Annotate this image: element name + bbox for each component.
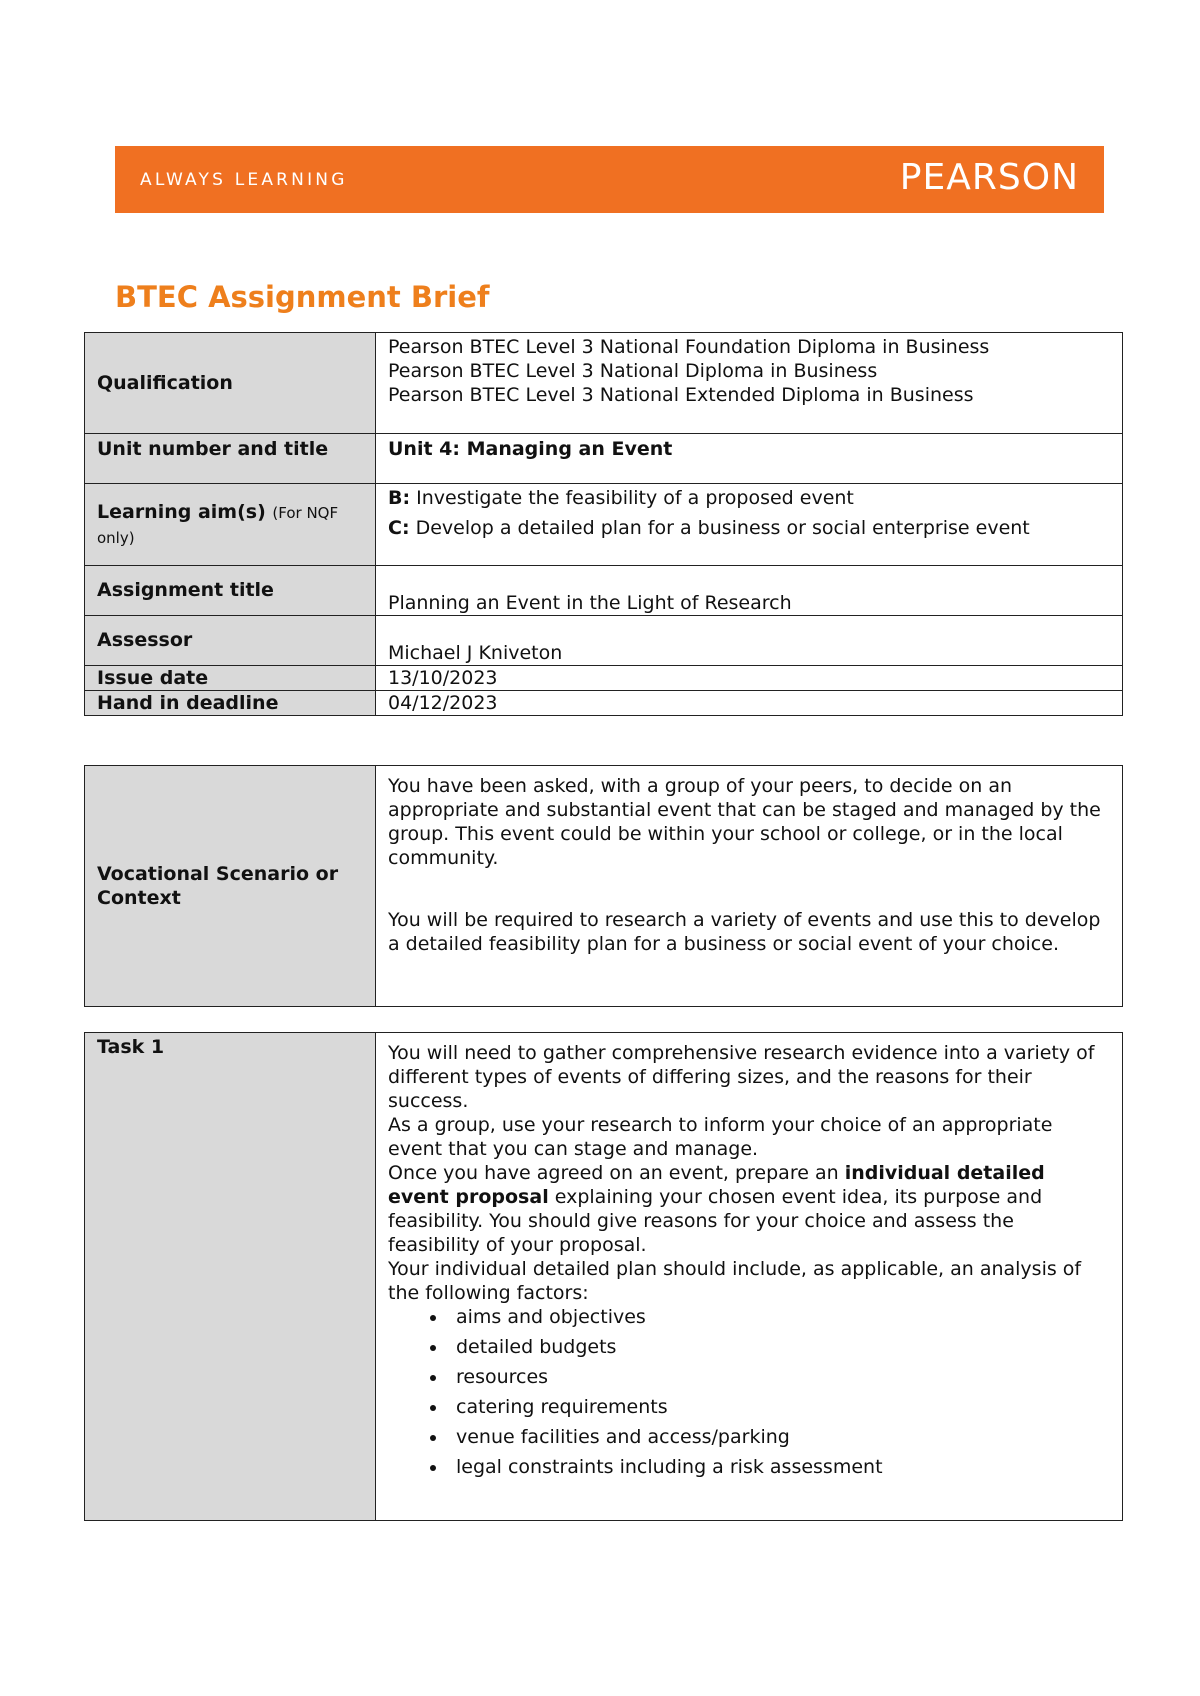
learning-aim-item: B: Investigate the feasibility of a proposed event (388, 487, 854, 509)
qualification-line: Pearson BTEC Level 3 National Foundation Diploma in Business (388, 336, 990, 358)
list-item: • venue facilities and access/parking (448, 1425, 1110, 1449)
scenario-label: Vocational Scenario or Context (85, 766, 376, 1007)
issue-date-value: 13/10/2023 (376, 666, 1123, 691)
factors-list (388, 1305, 1110, 1479)
task1-paragraph: Once you have agreed on an event, prepare an individual detailed event proposal explaining your chosen event idea, its purpose and feasibility. You should give reasons for your choice and assess the feasibility of your proposal. (388, 1162, 1045, 1256)
qualification-line: Pearson BTEC Level 3 National Extended Diploma in Business (388, 384, 974, 406)
deadline-value: 04/12/2023 (376, 691, 1123, 716)
deadline-label: Hand in deadline (85, 691, 376, 716)
learning-aims-row (85, 484, 1123, 566)
qualification-label: Qualification (85, 333, 376, 434)
qualification-value (376, 333, 1123, 434)
banner-tagline: ALWAYS LEARNING (140, 170, 348, 190)
page-title: BTEC Assignment Brief (115, 280, 490, 314)
deadline-row (85, 691, 1123, 716)
scenario-paragraph: You have been asked, with a group of your peers, to decide on an appropriate and substantial event that can be staged and managed by the group. This event could be within your school or college, or in the local community. (388, 775, 1101, 869)
unit-value: Unit 4: Managing an Event (376, 434, 1123, 484)
pearson-banner (115, 146, 1104, 213)
learning-aims-value (376, 484, 1123, 566)
task1-content (376, 1033, 1123, 1521)
unit-label: Unit number and title (85, 434, 376, 484)
list-item: • resources (448, 1365, 1110, 1389)
qualification-row (85, 333, 1123, 434)
list-item: • legal constraints including a risk assessment (448, 1455, 1110, 1479)
task1-paragraph: You will need to gather comprehensive research evidence into a variety of different types of events of differing sizes, and the reasons for their success. (388, 1042, 1095, 1112)
unit-row (85, 434, 1123, 484)
learning-aims-label (85, 484, 376, 566)
learning-aims-note: (For NQF only) (97, 503, 339, 547)
assessor-value: Michael J Kniveton (376, 616, 1123, 666)
issue-date-row (85, 666, 1123, 691)
learning-aims-label-text: Learning aim(s) (97, 500, 266, 523)
assignment-title-label: Assignment title (85, 566, 376, 616)
assessor-label: Assessor (85, 616, 376, 666)
learning-aim-item: C: Develop a detailed plan for a business or social enterprise event (388, 517, 1030, 539)
assignment-title-row (85, 566, 1123, 616)
task1-emphasis: individual detailed event proposal (388, 1162, 1045, 1208)
task1-label: Task 1 (85, 1033, 376, 1521)
qualification-line: Pearson BTEC Level 3 National Diploma in Business (388, 360, 878, 382)
task1-paragraph: As a group, use your research to inform your choice of an appropriate event that you can stage and manage. (388, 1114, 1053, 1160)
task1-row (85, 1033, 1123, 1521)
issue-date-label: Issue date (85, 666, 376, 691)
scenario-paragraph: You will be required to research a variety of events and use this to develop a detailed feasibility plan for a business or social event of your choice. (388, 909, 1101, 955)
list-item: • aims and objectives (448, 1305, 1110, 1329)
list-item: • detailed budgets (448, 1335, 1110, 1359)
scenario-value (376, 766, 1123, 1007)
list-item: • catering requirements (448, 1395, 1110, 1419)
pearson-logo: PEARSON (899, 157, 1079, 198)
task1-paragraph: Your individual detailed plan should include, as applicable, an analysis of the following factors: (388, 1258, 1082, 1304)
assessor-row (85, 616, 1123, 666)
task1-table (84, 1032, 1123, 1521)
scenario-table (84, 765, 1123, 1007)
assignment-title-value: Planning an Event in the Light of Research (376, 566, 1123, 616)
scenario-row (85, 766, 1123, 1007)
assignment-details-table (84, 332, 1123, 716)
